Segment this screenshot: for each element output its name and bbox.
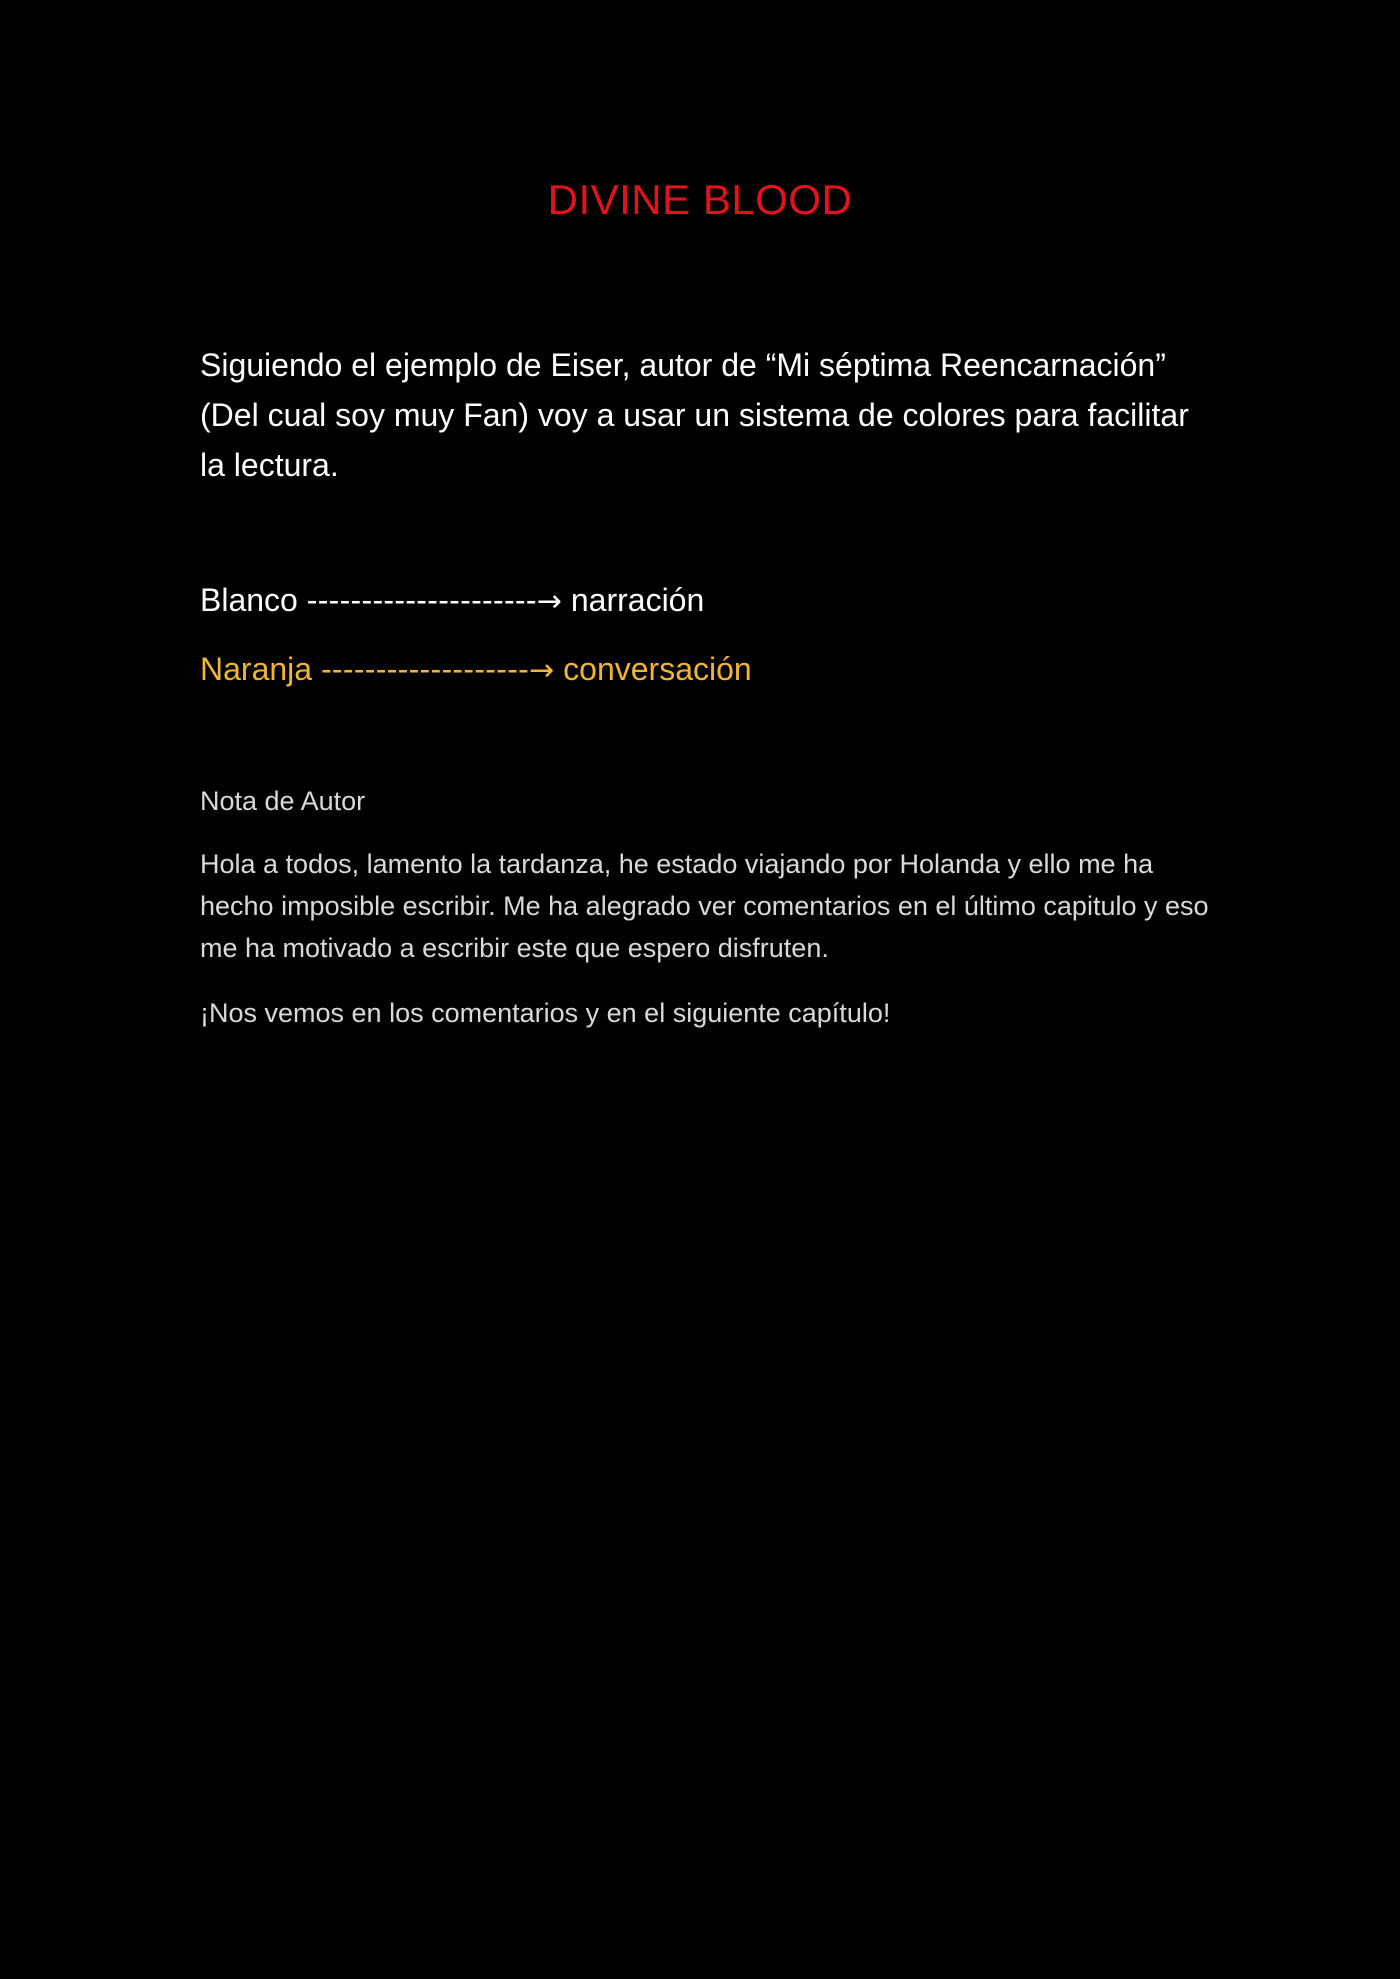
- author-note-heading: Nota de Autor: [200, 786, 366, 816]
- legend-item-conversation: [200, 644, 1210, 696]
- legend-label: Naranja: [200, 651, 313, 687]
- author-note-body: Hola a todos, lamento la tardanza, he estado viajando por Holanda y ello me ha hecho imposible escribir. Me ha alegrado ver comentarios en el último capitulo y eso me ha motivado a escribir este que espero disfruten.: [200, 849, 1209, 963]
- author-note-closing: ¡Nos vemos en los comentarios y en el siguiente capítulo!: [200, 998, 891, 1028]
- legend-meaning: conversación: [563, 651, 752, 687]
- intro-paragraph: Siguiendo el ejemplo de Eiser, autor de “Mi séptima Reencarnación” (Del cual soy muy Fan) voy a usar un sistema de colores para facilitar la lectura.: [200, 347, 1189, 483]
- legend-label: Blanco: [200, 582, 298, 618]
- legend-dashes: ---------------------: [306, 582, 537, 618]
- document-title: DIVINE BLOOD: [547, 176, 853, 223]
- arrow-right-icon: →: [529, 653, 555, 688]
- legend-item-narration: [200, 575, 1210, 627]
- legend-meaning: narración: [570, 582, 705, 618]
- legend-dashes: -------------------: [320, 651, 530, 687]
- arrow-right-icon: →: [536, 584, 562, 619]
